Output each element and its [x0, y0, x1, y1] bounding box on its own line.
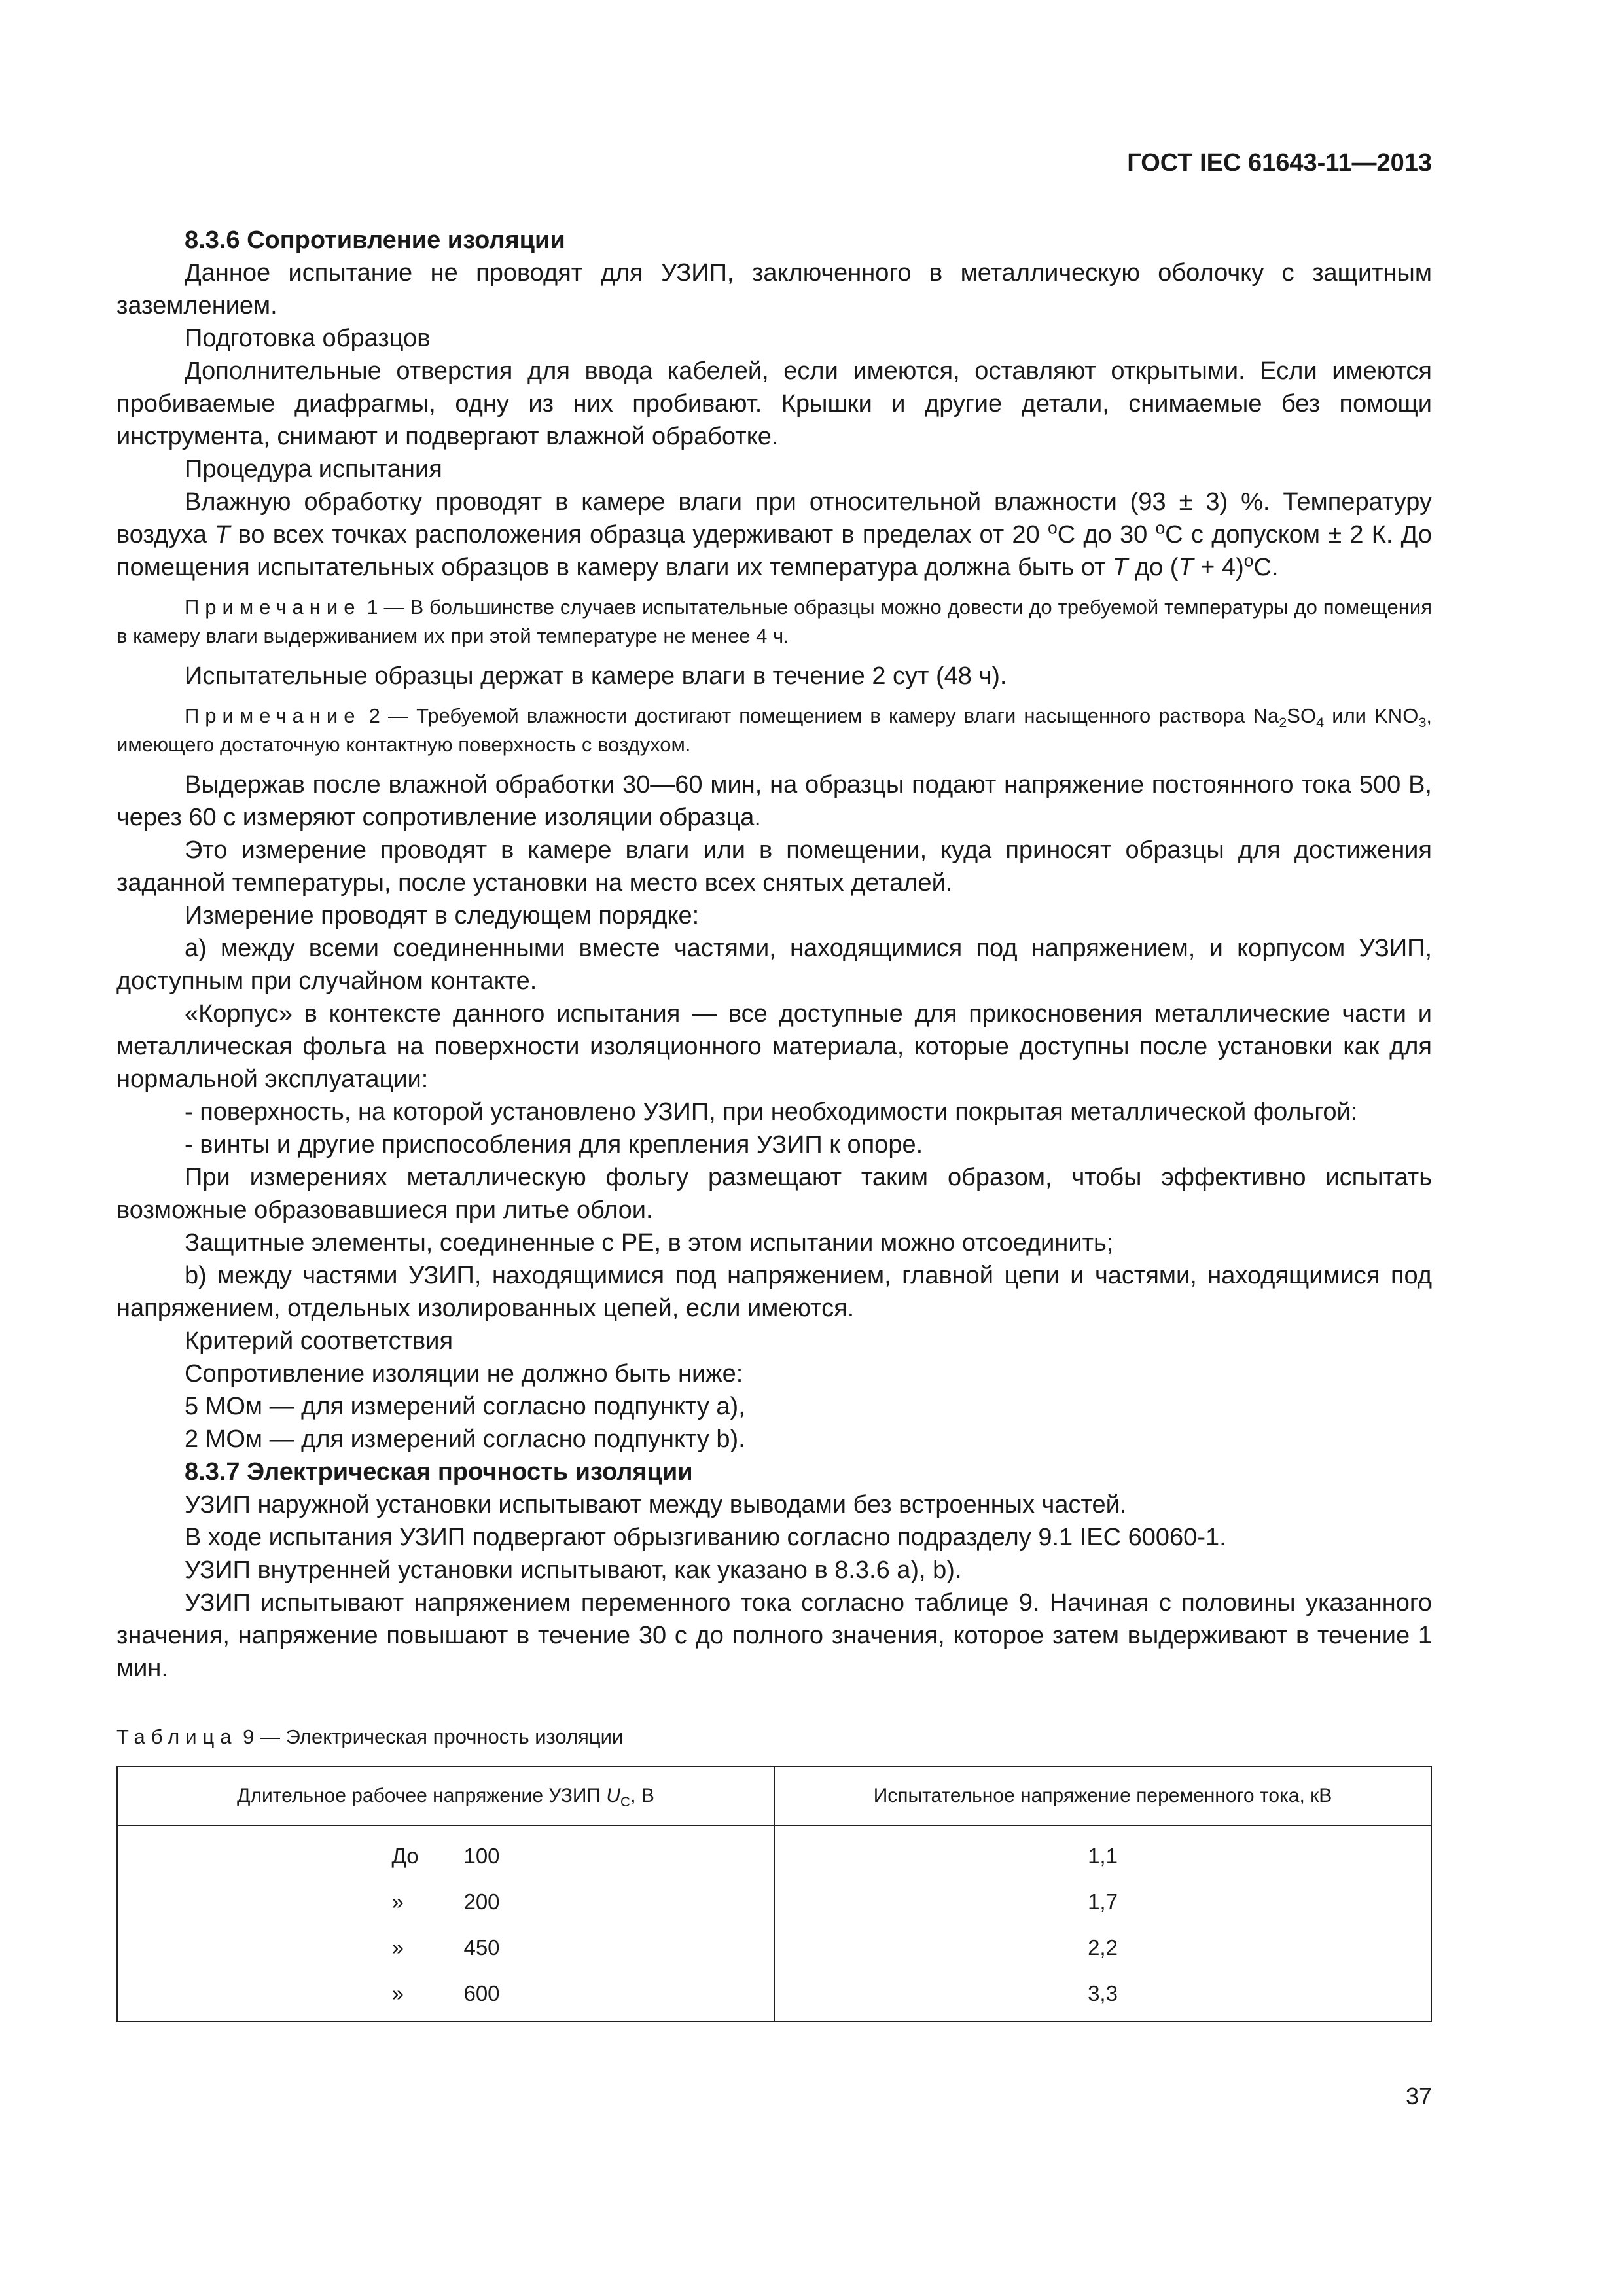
paragraph: Измерение проводят в следующем порядке:	[185, 902, 700, 929]
paragraph: Критерий соответствия	[185, 1327, 454, 1355]
voltage-cell: » 600	[117, 1971, 774, 2022]
paragraph: 5 МОм — для измерений согласно подпункту а),	[185, 1393, 745, 1420]
column-header-test-voltage: Испытательное напряжение переменного тока, кВ	[774, 1767, 1431, 1825]
table-row	[117, 1825, 1431, 1879]
table-row	[117, 1879, 1431, 1925]
test-voltage-cell: 3,3	[774, 1971, 1431, 2022]
voltage-cell: До 100	[117, 1825, 774, 1879]
document-header: ГОСТ IEC 61643-11—2013	[1127, 149, 1432, 177]
paragraph: 2 МОм — для измерений согласно подпункту b).	[185, 1426, 745, 1453]
paragraph: Подготовка образцов	[185, 325, 431, 352]
paragraph: «Корпус» в контексте данного испытания — все доступные для прикосновения металлические части и металлическая фольга на поверхности изоляционного материала, которые доступны после установки как для нормальной эксплуатации:	[116, 1000, 1432, 1093]
page-number: 37	[1405, 2083, 1432, 2109]
paragraph: Выдержав после влажной обработки 30—60 мин, на образцы подают напряжение постоянного тока 500 В, через 60 с измеряют сопротивление изоляции образца.	[116, 771, 1432, 831]
section-8-3-7-heading: 8.3.7 Электрическая прочность изоляции	[185, 1458, 693, 1486]
table-caption: Таблица 9 — Электрическая прочность изоляции	[116, 1725, 624, 1748]
paragraph: Данное испытание не проводят для УЗИП, заключенного в металлическую оболочку с защитным заземлением.	[116, 259, 1432, 319]
voltage-cell: » 200	[117, 1879, 774, 1925]
paragraph: Испытательные образцы держат в камере влаги в течение 2 сут (48 ч).	[185, 662, 1007, 690]
note-1: Примечание 1 — В большинстве случаев испытательные образцы можно довести до требуемой температуры до помещения в камеру влаги выдерживанием их при этой температуре не менее 4 ч.	[116, 596, 1432, 647]
paragraph: УЗИП наружной установки испытывают между выводами без встроенных частей.	[185, 1491, 1127, 1518]
list-item-b: b) между частями УЗИП, находящимися под напряжением, главной цепи и частями, находящимися под напряжением, отдельных изолированных цепей, если имеются.	[116, 1262, 1432, 1322]
paragraph: УЗИП внутренней установки испытывают, как указано в 8.3.6 а), b).	[185, 1556, 962, 1584]
test-voltage-cell: 2,2	[774, 1925, 1431, 1971]
note-2: Примечание 2 — Требуемой влажности достигают помещением в камеру влаги насыщенного раствора $Na_2SO_4$ или $KNO_3$, имеющего достаточную контактную поверхность с воздухом.	[116, 704, 1432, 756]
paragraph: Это измерение проводят в камере влаги или в помещении, куда приносят образцы для достижения заданной температуры, после установки на место всех снятых деталей.	[116, 836, 1432, 897]
test-voltage-cell: 1,7	[774, 1879, 1431, 1925]
table-row	[117, 1925, 1431, 1971]
section-8-3-6-heading: 8.3.6 Сопротивление изоляции	[185, 226, 565, 254]
table-header-row	[117, 1767, 1431, 1825]
paragraph: Дополнительные отверстия для ввода кабелей, если имеются, оставляют открытыми. Если имеются пробиваемые диафрагмы, одну из них пробивают. Крышки и другие детали, снимаемые без помощи инструмента, снимают и подвергают влажной обработке.	[116, 357, 1432, 450]
paragraph-humidity-procedure: Влажную обработку проводят в камере влаги при относительной влажности (93 ± 3) %. Температуру воздуха T во всех точках расположения образца удерживают в пределах от 20 $^o$C до 30 $^o$C с допуском ± 2 К. До помещения испытательных образцов в камеру влаги их температура должна быть от T до $(T + 4)^oC$.	[116, 488, 1432, 581]
table-row	[117, 1971, 1431, 2022]
paragraph: Сопротивление изоляции не должно быть ниже:	[185, 1360, 743, 1388]
dash-item: - винты и другие приспособления для крепления УЗИП к опоре.	[185, 1131, 923, 1158]
paragraph: УЗИП испытывают напряжением переменного тока согласно таблице 9. Начиная с половины указанного значения, напряжение повышают в течение 30 с до полного значения, которое затем выдерживают в течение 1 мин.	[116, 1589, 1432, 1682]
dash-item: - поверхность, на которой установлено УЗИП, при необходимости покрытая металлической фольгой:	[185, 1098, 1358, 1126]
paragraph: Защитные элементы, соединенные с РЕ, в этом испытании можно отсоединить;	[185, 1229, 1114, 1257]
insulation-strength-table	[116, 1766, 1432, 2022]
paragraph: Процедура испытания	[185, 456, 442, 483]
paragraph: В ходе испытания УЗИП подвергают обрызгиванию согласно подразделу 9.1 IEC 60060-1.	[185, 1524, 1226, 1551]
test-voltage-cell: 1,1	[774, 1825, 1431, 1879]
page-body	[116, 224, 1432, 2022]
column-header-voltage: Длительное рабочее напряжение УЗИП $U_C$, В	[117, 1767, 774, 1825]
paragraph: При измерениях металлическую фольгу размещают таким образом, чтобы эффективно испытать возможные образовавшиеся при литье облои.	[116, 1164, 1432, 1224]
voltage-cell: » 450	[117, 1925, 774, 1971]
list-item-a: а) между всеми соединенными вместе частями, находящимися под напряжением, и корпусом УЗИП, доступным при случайном контакте.	[116, 935, 1432, 995]
